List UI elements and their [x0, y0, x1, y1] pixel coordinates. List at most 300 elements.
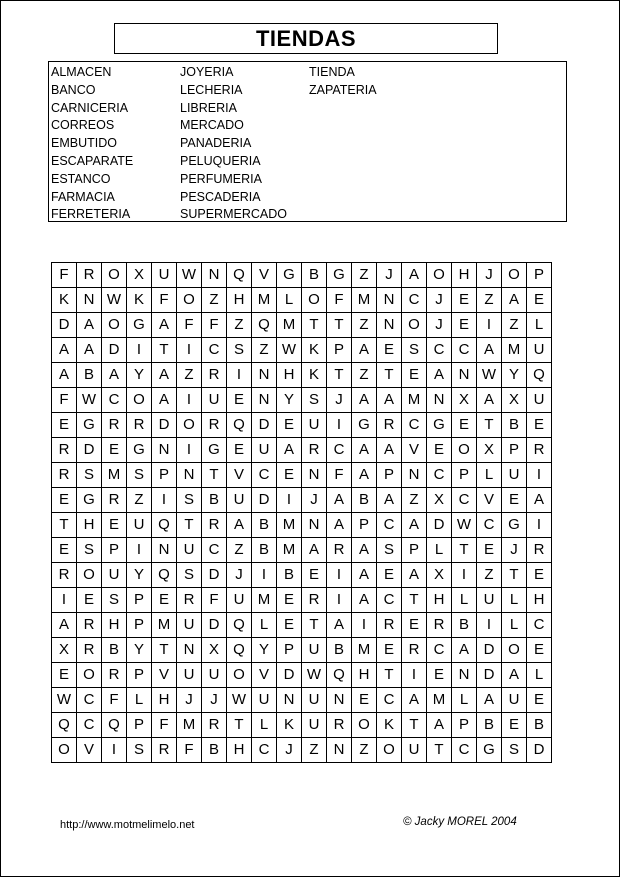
grid-cell[interactable]: E	[302, 563, 327, 588]
grid-cell[interactable]: F	[152, 288, 177, 313]
grid-cell[interactable]: F	[202, 588, 227, 613]
grid-cell[interactable]: E	[452, 288, 477, 313]
grid-cell[interactable]: C	[377, 688, 402, 713]
grid-cell[interactable]: I	[102, 738, 127, 763]
grid-cell[interactable]: S	[502, 738, 527, 763]
grid-cell[interactable]: D	[52, 313, 77, 338]
grid-cell[interactable]: U	[227, 588, 252, 613]
grid-cell[interactable]: T	[302, 613, 327, 638]
grid-cell[interactable]: A	[152, 313, 177, 338]
grid-cell[interactable]: Q	[152, 563, 177, 588]
grid-cell[interactable]: Z	[252, 338, 277, 363]
grid-cell[interactable]: M	[177, 713, 202, 738]
grid-cell[interactable]: O	[77, 563, 102, 588]
grid-cell[interactable]: Q	[227, 638, 252, 663]
grid-cell[interactable]: O	[377, 738, 402, 763]
grid-cell[interactable]: B	[327, 638, 352, 663]
grid-cell[interactable]: C	[527, 613, 552, 638]
grid-cell[interactable]: R	[402, 638, 427, 663]
grid-cell[interactable]: K	[52, 288, 77, 313]
grid-cell[interactable]: R	[527, 538, 552, 563]
grid-cell[interactable]: T	[227, 713, 252, 738]
grid-cell[interactable]: F	[102, 688, 127, 713]
grid-cell[interactable]: Y	[502, 363, 527, 388]
grid-cell[interactable]: C	[327, 438, 352, 463]
grid-cell[interactable]: T	[402, 588, 427, 613]
grid-cell[interactable]: I	[177, 388, 202, 413]
grid-cell[interactable]: V	[477, 488, 502, 513]
grid-cell[interactable]: L	[477, 463, 502, 488]
grid-cell[interactable]: P	[102, 538, 127, 563]
grid-cell[interactable]: U	[477, 588, 502, 613]
grid-cell[interactable]: X	[52, 638, 77, 663]
grid-cell[interactable]: U	[502, 688, 527, 713]
grid-cell[interactable]: V	[252, 263, 277, 288]
grid-cell[interactable]: I	[452, 563, 477, 588]
grid-cell[interactable]: J	[477, 263, 502, 288]
grid-cell[interactable]: Y	[127, 363, 152, 388]
grid-cell[interactable]: A	[77, 338, 102, 363]
grid-cell[interactable]: L	[527, 313, 552, 338]
grid-cell[interactable]: P	[327, 338, 352, 363]
grid-cell[interactable]: T	[52, 513, 77, 538]
grid-cell[interactable]: N	[152, 438, 177, 463]
grid-cell[interactable]: A	[52, 363, 77, 388]
grid-cell[interactable]: S	[77, 463, 102, 488]
grid-cell[interactable]: T	[502, 563, 527, 588]
grid-cell[interactable]: N	[452, 663, 477, 688]
grid-cell[interactable]: Z	[477, 288, 502, 313]
grid-cell[interactable]: C	[427, 463, 452, 488]
grid-cell[interactable]: W	[452, 513, 477, 538]
grid-cell[interactable]: U	[302, 713, 327, 738]
grid-cell[interactable]: S	[377, 538, 402, 563]
grid-cell[interactable]: H	[227, 288, 252, 313]
footer-url[interactable]: http://www.motmelimelo.net	[60, 819, 195, 831]
grid-cell[interactable]: X	[452, 388, 477, 413]
grid-cell[interactable]: C	[252, 463, 277, 488]
grid-cell[interactable]: O	[502, 263, 527, 288]
grid-cell[interactable]: S	[402, 338, 427, 363]
grid-cell[interactable]: L	[427, 538, 452, 563]
grid-cell[interactable]: Z	[352, 313, 377, 338]
grid-cell[interactable]: G	[77, 413, 102, 438]
grid-cell[interactable]: S	[127, 463, 152, 488]
grid-cell[interactable]: W	[177, 263, 202, 288]
grid-cell[interactable]: O	[502, 638, 527, 663]
grid-cell[interactable]: O	[77, 663, 102, 688]
grid-cell[interactable]: F	[327, 288, 352, 313]
grid-cell[interactable]: H	[527, 588, 552, 613]
grid-cell[interactable]: U	[202, 663, 227, 688]
grid-cell[interactable]: D	[252, 413, 277, 438]
grid-cell[interactable]: B	[277, 563, 302, 588]
grid-cell[interactable]: C	[77, 688, 102, 713]
grid-cell[interactable]: B	[452, 613, 477, 638]
grid-cell[interactable]: Q	[227, 413, 252, 438]
grid-cell[interactable]: H	[102, 613, 127, 638]
grid-cell[interactable]: O	[102, 263, 127, 288]
grid-cell[interactable]: X	[427, 563, 452, 588]
grid-cell[interactable]: P	[127, 588, 152, 613]
grid-cell[interactable]: M	[502, 338, 527, 363]
grid-cell[interactable]: A	[402, 513, 427, 538]
grid-cell[interactable]: R	[327, 538, 352, 563]
grid-cell[interactable]: E	[227, 438, 252, 463]
grid-cell[interactable]: B	[102, 638, 127, 663]
grid-cell[interactable]: O	[227, 663, 252, 688]
grid-cell[interactable]: Z	[352, 363, 377, 388]
grid-cell[interactable]: G	[502, 513, 527, 538]
grid-cell[interactable]: R	[177, 588, 202, 613]
grid-cell[interactable]: Q	[252, 313, 277, 338]
grid-cell[interactable]: D	[427, 513, 452, 538]
grid-cell[interactable]: P	[127, 713, 152, 738]
grid-cell[interactable]: W	[302, 663, 327, 688]
grid-cell[interactable]: N	[327, 738, 352, 763]
grid-cell[interactable]: I	[252, 563, 277, 588]
grid-cell[interactable]: J	[427, 313, 452, 338]
grid-cell[interactable]: U	[302, 413, 327, 438]
grid-cell[interactable]: N	[302, 463, 327, 488]
grid-cell[interactable]: D	[277, 663, 302, 688]
grid-cell[interactable]: O	[177, 413, 202, 438]
grid-cell[interactable]: R	[377, 613, 402, 638]
grid-cell[interactable]: A	[327, 488, 352, 513]
grid-cell[interactable]: E	[477, 538, 502, 563]
grid-cell[interactable]: T	[327, 313, 352, 338]
grid-cell[interactable]: N	[152, 538, 177, 563]
grid-cell[interactable]: E	[277, 613, 302, 638]
grid-cell[interactable]: S	[177, 563, 202, 588]
grid-cell[interactable]: F	[52, 263, 77, 288]
grid-cell[interactable]: E	[52, 413, 77, 438]
grid-cell[interactable]: T	[477, 413, 502, 438]
grid-cell[interactable]: J	[177, 688, 202, 713]
grid-cell[interactable]: Y	[127, 638, 152, 663]
grid-cell[interactable]: A	[327, 513, 352, 538]
grid-cell[interactable]: E	[52, 663, 77, 688]
grid-cell[interactable]: E	[452, 313, 477, 338]
grid-cell[interactable]: G	[477, 738, 502, 763]
grid-cell[interactable]: N	[427, 388, 452, 413]
grid-cell[interactable]: Q	[527, 363, 552, 388]
grid-cell[interactable]: D	[252, 488, 277, 513]
grid-cell[interactable]: A	[352, 588, 377, 613]
grid-cell[interactable]: A	[402, 688, 427, 713]
grid-cell[interactable]: U	[527, 338, 552, 363]
grid-cell[interactable]: R	[302, 438, 327, 463]
grid-cell[interactable]: P	[277, 638, 302, 663]
grid-cell[interactable]: J	[377, 263, 402, 288]
grid-cell[interactable]: D	[152, 413, 177, 438]
grid-cell[interactable]: Y	[277, 388, 302, 413]
grid-cell[interactable]: V	[402, 438, 427, 463]
grid-cell[interactable]: A	[427, 363, 452, 388]
grid-cell[interactable]: R	[202, 713, 227, 738]
grid-cell[interactable]: V	[152, 663, 177, 688]
grid-cell[interactable]: E	[377, 638, 402, 663]
grid-cell[interactable]: Z	[177, 363, 202, 388]
grid-cell[interactable]: N	[177, 638, 202, 663]
grid-cell[interactable]: L	[277, 288, 302, 313]
grid-cell[interactable]: L	[252, 713, 277, 738]
grid-cell[interactable]: U	[527, 388, 552, 413]
grid-cell[interactable]: C	[252, 738, 277, 763]
grid-cell[interactable]: Y	[127, 563, 152, 588]
grid-cell[interactable]: P	[352, 513, 377, 538]
grid-cell[interactable]: O	[302, 288, 327, 313]
grid-cell[interactable]: R	[102, 413, 127, 438]
grid-cell[interactable]: L	[252, 613, 277, 638]
grid-cell[interactable]: S	[102, 588, 127, 613]
grid-cell[interactable]: Z	[477, 563, 502, 588]
grid-cell[interactable]: I	[527, 513, 552, 538]
grid-cell[interactable]: R	[77, 263, 102, 288]
grid-cell[interactable]: M	[277, 513, 302, 538]
grid-cell[interactable]: G	[327, 263, 352, 288]
grid-cell[interactable]: A	[477, 338, 502, 363]
grid-cell[interactable]: N	[377, 313, 402, 338]
grid-cell[interactable]: A	[527, 488, 552, 513]
grid-cell[interactable]: C	[102, 388, 127, 413]
grid-cell[interactable]: M	[102, 463, 127, 488]
grid-cell[interactable]: Z	[227, 313, 252, 338]
grid-cell[interactable]: P	[452, 463, 477, 488]
grid-cell[interactable]: A	[402, 563, 427, 588]
grid-cell[interactable]: E	[527, 413, 552, 438]
grid-cell[interactable]: U	[127, 513, 152, 538]
grid-cell[interactable]: N	[252, 388, 277, 413]
grid-cell[interactable]: T	[152, 638, 177, 663]
grid-cell[interactable]: B	[77, 363, 102, 388]
grid-cell[interactable]: T	[152, 338, 177, 363]
grid-cell[interactable]: Y	[252, 638, 277, 663]
grid-cell[interactable]: R	[202, 363, 227, 388]
grid-cell[interactable]: I	[127, 338, 152, 363]
grid-cell[interactable]: R	[202, 413, 227, 438]
grid-cell[interactable]: B	[527, 713, 552, 738]
grid-cell[interactable]: I	[277, 488, 302, 513]
grid-cell[interactable]: P	[127, 613, 152, 638]
grid-cell[interactable]: T	[202, 463, 227, 488]
grid-cell[interactable]: E	[527, 288, 552, 313]
grid-cell[interactable]: U	[177, 538, 202, 563]
grid-cell[interactable]: C	[202, 538, 227, 563]
grid-cell[interactable]: A	[427, 713, 452, 738]
grid-cell[interactable]: A	[352, 538, 377, 563]
grid-cell[interactable]: T	[452, 538, 477, 563]
grid-cell[interactable]: J	[302, 488, 327, 513]
grid-cell[interactable]: V	[227, 463, 252, 488]
grid-cell[interactable]: H	[77, 513, 102, 538]
grid-cell[interactable]: R	[202, 513, 227, 538]
grid-cell[interactable]: S	[177, 488, 202, 513]
grid-cell[interactable]: A	[352, 563, 377, 588]
grid-cell[interactable]: A	[477, 388, 502, 413]
grid-cell[interactable]: X	[427, 488, 452, 513]
grid-cell[interactable]: A	[52, 338, 77, 363]
grid-cell[interactable]: V	[77, 738, 102, 763]
grid-cell[interactable]: I	[527, 463, 552, 488]
grid-cell[interactable]: A	[377, 388, 402, 413]
grid-cell[interactable]: B	[252, 513, 277, 538]
grid-cell[interactable]: I	[177, 438, 202, 463]
grid-cell[interactable]: O	[352, 713, 377, 738]
grid-cell[interactable]: N	[277, 688, 302, 713]
grid-cell[interactable]: O	[402, 313, 427, 338]
grid-cell[interactable]: U	[177, 613, 202, 638]
grid-cell[interactable]: E	[377, 338, 402, 363]
grid-cell[interactable]: T	[377, 663, 402, 688]
grid-cell[interactable]: Z	[352, 738, 377, 763]
grid-cell[interactable]: O	[427, 263, 452, 288]
grid-cell[interactable]: R	[52, 438, 77, 463]
grid-cell[interactable]: B	[202, 738, 227, 763]
grid-cell[interactable]: A	[352, 388, 377, 413]
grid-cell[interactable]: M	[402, 388, 427, 413]
grid-cell[interactable]: A	[352, 463, 377, 488]
grid-cell[interactable]: G	[127, 438, 152, 463]
grid-cell[interactable]: C	[377, 513, 402, 538]
grid-cell[interactable]: O	[127, 388, 152, 413]
grid-cell[interactable]: K	[277, 713, 302, 738]
grid-cell[interactable]: A	[52, 613, 77, 638]
grid-cell[interactable]: N	[327, 688, 352, 713]
grid-cell[interactable]: E	[277, 588, 302, 613]
grid-cell[interactable]: E	[352, 688, 377, 713]
grid-cell[interactable]: J	[427, 288, 452, 313]
grid-cell[interactable]: W	[277, 338, 302, 363]
grid-cell[interactable]: A	[302, 538, 327, 563]
grid-cell[interactable]: H	[227, 738, 252, 763]
grid-cell[interactable]: S	[127, 738, 152, 763]
grid-cell[interactable]: D	[202, 613, 227, 638]
grid-cell[interactable]: X	[127, 263, 152, 288]
grid-cell[interactable]: P	[502, 438, 527, 463]
grid-cell[interactable]: E	[527, 563, 552, 588]
grid-cell[interactable]: N	[252, 363, 277, 388]
grid-cell[interactable]: F	[52, 388, 77, 413]
grid-cell[interactable]: Q	[227, 263, 252, 288]
grid-cell[interactable]: E	[152, 588, 177, 613]
grid-cell[interactable]: H	[277, 363, 302, 388]
grid-cell[interactable]: W	[477, 363, 502, 388]
grid-cell[interactable]: J	[277, 738, 302, 763]
grid-cell[interactable]: P	[527, 263, 552, 288]
grid-cell[interactable]: G	[202, 438, 227, 463]
grid-cell[interactable]: F	[327, 463, 352, 488]
grid-cell[interactable]: I	[177, 338, 202, 363]
grid-cell[interactable]: B	[352, 488, 377, 513]
grid-cell[interactable]: R	[102, 663, 127, 688]
grid-cell[interactable]: E	[52, 488, 77, 513]
grid-cell[interactable]: D	[77, 438, 102, 463]
grid-cell[interactable]: T	[402, 713, 427, 738]
grid-cell[interactable]: K	[302, 363, 327, 388]
grid-cell[interactable]: D	[477, 638, 502, 663]
grid-cell[interactable]: X	[502, 388, 527, 413]
grid-cell[interactable]: A	[227, 513, 252, 538]
grid-cell[interactable]: A	[352, 438, 377, 463]
grid-cell[interactable]: E	[502, 713, 527, 738]
grid-cell[interactable]: U	[177, 663, 202, 688]
grid-cell[interactable]: U	[502, 463, 527, 488]
grid-cell[interactable]: C	[402, 288, 427, 313]
grid-cell[interactable]: T	[177, 513, 202, 538]
grid-cell[interactable]: I	[327, 563, 352, 588]
grid-cell[interactable]: D	[477, 663, 502, 688]
grid-cell[interactable]: U	[252, 438, 277, 463]
grid-cell[interactable]: A	[102, 363, 127, 388]
grid-cell[interactable]: U	[227, 488, 252, 513]
grid-cell[interactable]: E	[52, 538, 77, 563]
grid-cell[interactable]: E	[277, 413, 302, 438]
grid-cell[interactable]: F	[177, 738, 202, 763]
grid-cell[interactable]: M	[352, 638, 377, 663]
grid-cell[interactable]: W	[102, 288, 127, 313]
grid-cell[interactable]: R	[77, 613, 102, 638]
grid-cell[interactable]: B	[502, 413, 527, 438]
grid-cell[interactable]: E	[102, 513, 127, 538]
grid-cell[interactable]: A	[327, 613, 352, 638]
grid-cell[interactable]: D	[102, 338, 127, 363]
grid-cell[interactable]: X	[202, 638, 227, 663]
grid-cell[interactable]: G	[277, 263, 302, 288]
grid-cell[interactable]: P	[127, 663, 152, 688]
grid-cell[interactable]: F	[202, 313, 227, 338]
grid-cell[interactable]: Z	[302, 738, 327, 763]
grid-cell[interactable]: A	[352, 338, 377, 363]
grid-cell[interactable]: K	[127, 288, 152, 313]
grid-cell[interactable]: E	[277, 463, 302, 488]
grid-cell[interactable]: A	[477, 688, 502, 713]
grid-cell[interactable]: T	[327, 363, 352, 388]
grid-cell[interactable]: E	[427, 438, 452, 463]
grid-cell[interactable]: O	[452, 438, 477, 463]
grid-cell[interactable]: H	[152, 688, 177, 713]
grid-cell[interactable]: A	[452, 638, 477, 663]
grid-cell[interactable]: S	[227, 338, 252, 363]
grid-cell[interactable]: Z	[202, 288, 227, 313]
grid-cell[interactable]: J	[227, 563, 252, 588]
grid-cell[interactable]: M	[277, 538, 302, 563]
grid-cell[interactable]: I	[477, 613, 502, 638]
grid-cell[interactable]: F	[152, 713, 177, 738]
grid-cell[interactable]: D	[202, 563, 227, 588]
grid-cell[interactable]: P	[377, 463, 402, 488]
grid-cell[interactable]: K	[302, 338, 327, 363]
grid-cell[interactable]: T	[302, 313, 327, 338]
grid-cell[interactable]: E	[402, 363, 427, 388]
grid-cell[interactable]: M	[277, 313, 302, 338]
grid-cell[interactable]: G	[427, 413, 452, 438]
grid-cell[interactable]: J	[202, 688, 227, 713]
grid-cell[interactable]: C	[377, 588, 402, 613]
grid-cell[interactable]: A	[377, 488, 402, 513]
grid-cell[interactable]: I	[127, 538, 152, 563]
grid-cell[interactable]: F	[177, 313, 202, 338]
grid-cell[interactable]: N	[177, 463, 202, 488]
grid-cell[interactable]: V	[252, 663, 277, 688]
grid-cell[interactable]: R	[527, 438, 552, 463]
grid-cell[interactable]: H	[352, 663, 377, 688]
grid-cell[interactable]: L	[502, 613, 527, 638]
grid-cell[interactable]: W	[77, 388, 102, 413]
grid-cell[interactable]: Q	[327, 663, 352, 688]
grid-cell[interactable]: B	[252, 538, 277, 563]
grid-cell[interactable]: T	[427, 738, 452, 763]
